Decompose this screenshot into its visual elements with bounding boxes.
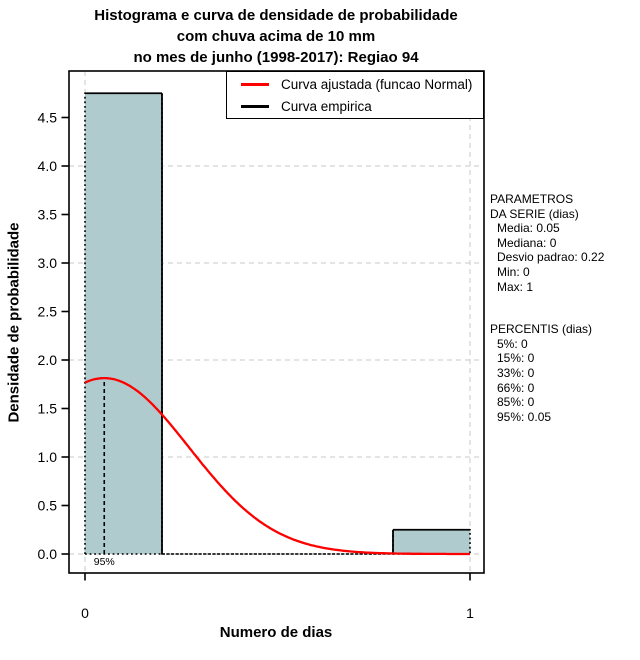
- chart-title-line-3: no mes de junho (1998-2017): Regiao 94: [133, 49, 419, 66]
- y-tick-label: 3.0: [37, 255, 57, 271]
- y-tick-label: 1.0: [37, 449, 57, 465]
- y-tick-label: 4.5: [37, 109, 57, 126]
- stat-desvio-padrao: Desvio padrao: 0.22: [497, 250, 605, 265]
- y-axis-label: Densidade de probabilidade: [5, 222, 23, 423]
- percentil-85: 85%: 0: [497, 395, 535, 410]
- percentile-95-label: 95%: [93, 556, 115, 568]
- y-tick-label: 3.5: [37, 206, 57, 223]
- histogram-bar: [393, 530, 470, 554]
- legend: [226, 71, 484, 119]
- chart-title: [56, 5, 496, 68]
- percentil-66: 66%: 0: [497, 380, 535, 395]
- stats-side-panel: [490, 192, 640, 424]
- empirical-curve-swatch: [241, 105, 269, 108]
- stat-media: Media: 0.05: [497, 221, 560, 236]
- parametros-header-line-1: PARAMETROS: [490, 192, 574, 206]
- x-tick-label: 1: [466, 605, 474, 621]
- y-tick-label: 0.0: [37, 546, 57, 562]
- stat-max: Max: 1: [497, 279, 534, 294]
- percentil-15: 15%: 0: [497, 351, 535, 366]
- y-tick-label: 2.5: [37, 303, 57, 320]
- parametros-block: [490, 192, 640, 294]
- chart-title-line-1: Histograma e curva de densidade de probabilidade: [94, 7, 458, 24]
- percentil-95: 95%: 0.05: [497, 409, 552, 424]
- percentis-header: PERCENTIS (dias): [490, 322, 593, 337]
- y-tick-label: 2.0: [37, 352, 57, 368]
- legend-item-label: Curva ajustada (funcao Normal): [281, 76, 473, 92]
- x-axis-label: Numero de dias: [219, 624, 333, 641]
- y-tick-label: 4.0: [37, 158, 57, 174]
- legend-item-label: Curva empirica: [281, 98, 372, 114]
- fitted-curve-swatch: [241, 83, 269, 86]
- percentil-5: 5%: 0: [497, 336, 528, 351]
- percentis-block: [490, 322, 640, 424]
- x-tick-label: 0: [81, 605, 89, 621]
- chart-title-line-2: com chuva acima de 10 mm: [176, 28, 376, 45]
- percentil-33: 33%: 0: [497, 365, 535, 380]
- legend-item-fitted: [227, 75, 483, 93]
- legend-item-empirical: [227, 97, 483, 115]
- histogram-bar: [85, 93, 162, 554]
- stat-mediana: Mediana: 0: [497, 235, 557, 250]
- stat-min: Min: 0: [497, 264, 530, 279]
- y-tick-label: 1.5: [37, 400, 57, 417]
- y-tick-label: 0.5: [37, 497, 57, 514]
- parametros-header-line-2: DA SERIE (dias): [490, 206, 579, 221]
